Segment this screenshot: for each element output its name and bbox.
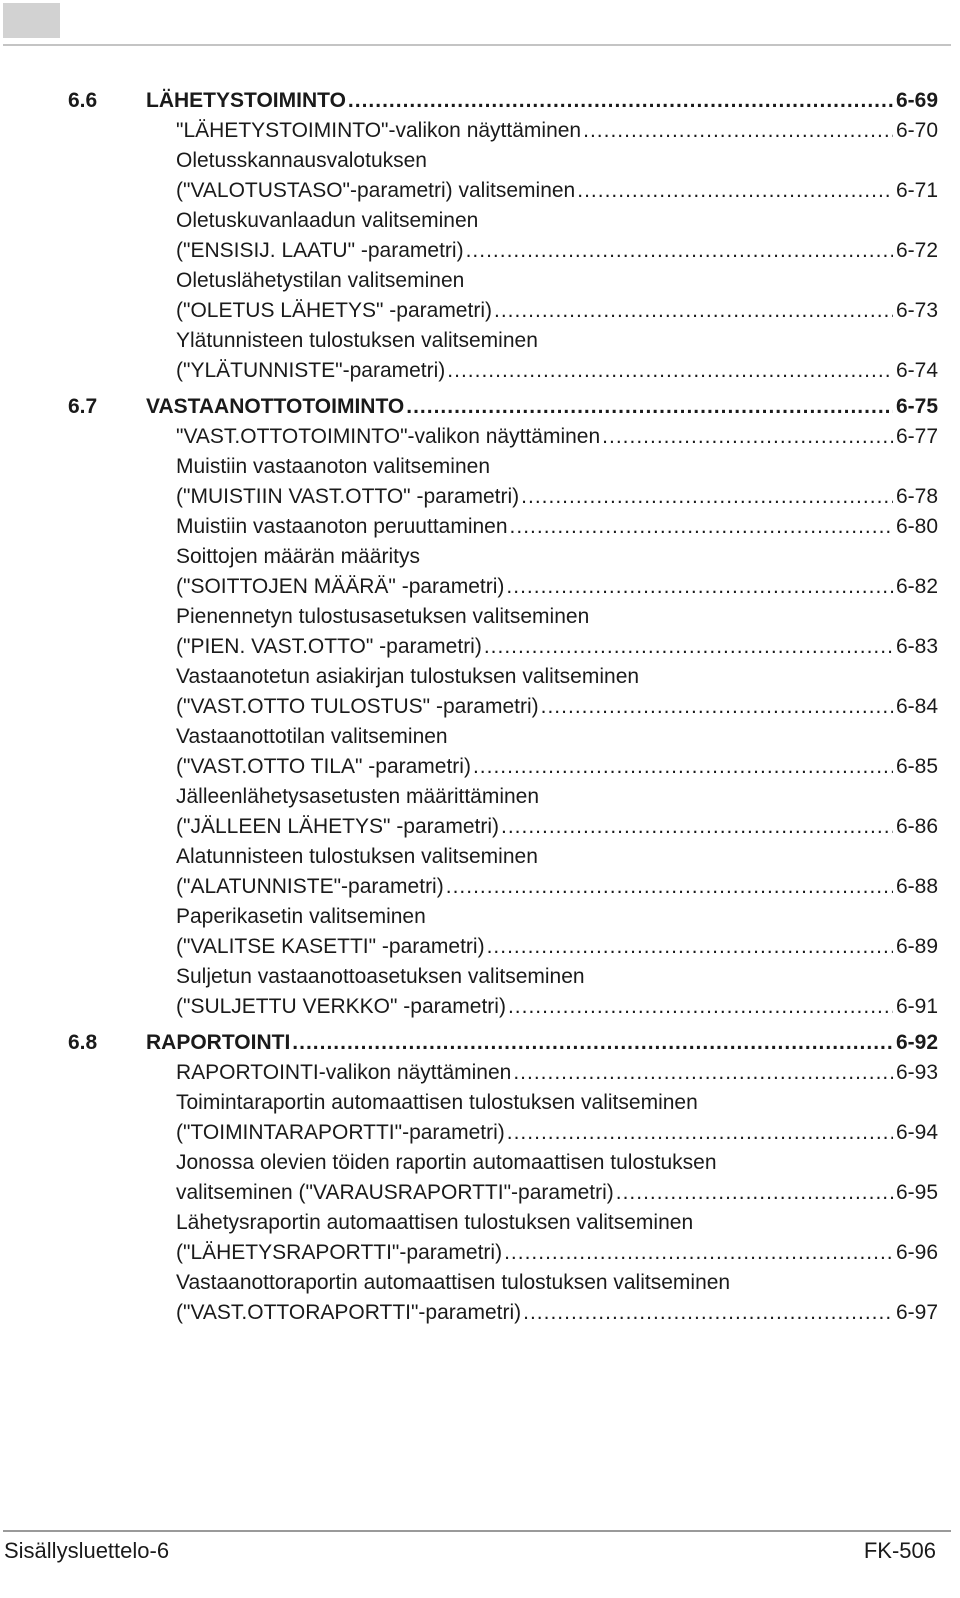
dot-leader (406, 392, 893, 422)
toc-entry[interactable] (176, 422, 938, 452)
page-number: 6-80 (895, 515, 938, 538)
entry-text: valitseminen ("VARAUSRAPORTTI"-parametri) (176, 1181, 614, 1204)
dot-leader (506, 572, 893, 602)
dot-leader (348, 86, 893, 116)
dot-leader (501, 812, 893, 842)
dot-leader (602, 422, 893, 452)
entry-text: Muistiin vastaanoton valitseminen (176, 455, 490, 478)
entry-text: ("JÄLLEEN LÄHETYS" -parametri) (176, 815, 499, 838)
page-number: 6-83 (895, 635, 938, 658)
entry-text: Vastaanottotilan valitseminen (176, 725, 448, 748)
entry-text: Oletuskuvanlaadun valitseminen (176, 209, 479, 232)
page-number: 6-74 (895, 359, 938, 382)
page-number: 6-86 (895, 815, 938, 838)
section-number: 6.6 (68, 89, 98, 112)
dot-leader (473, 752, 893, 782)
toc-entry[interactable] (176, 452, 938, 512)
entry-text: ("VAST.OTTO TILA" -parametri) (176, 755, 471, 778)
entry-text: ("SULJETTU VERKKO" -parametri) (176, 995, 506, 1018)
dot-leader (446, 872, 893, 902)
dot-leader (508, 992, 893, 1022)
section-heading[interactable] (68, 1028, 938, 1058)
page-number: 6-88 (895, 875, 938, 898)
dot-leader (466, 236, 893, 266)
section-title: RAPORTOINTI (146, 1031, 291, 1054)
page-number: 6-82 (895, 575, 938, 598)
dot-leader (507, 1118, 893, 1148)
entry-text: Lähetysraportin automaattisen tulostuksen valitseminen (176, 1211, 694, 1234)
toc-entry[interactable] (176, 512, 938, 542)
page-number: 6-77 (895, 425, 938, 448)
entry-text: ("SOITTOJEN MÄÄRÄ" -parametri) (176, 575, 505, 598)
section-heading[interactable] (68, 392, 938, 422)
entry-text: ("ALATUNNISTE"-parametri) (176, 875, 444, 898)
footer-page-label: Sisällysluettelo-6 (4, 1538, 170, 1563)
dot-leader (504, 1238, 893, 1268)
section-title: LÄHETYSTOIMINTO (146, 89, 346, 112)
entry-text: RAPORTOINTI-valikon näyttäminen (176, 1061, 512, 1084)
entry-text: Jonossa olevien töiden raportin automaattisen tulostuksen (176, 1151, 717, 1174)
dot-leader (487, 932, 893, 962)
dot-leader (510, 512, 893, 542)
dot-leader (513, 1058, 893, 1088)
entry-text: ("PIEN. VAST.OTTO" -parametri) (176, 635, 482, 658)
page-number: 6-94 (895, 1121, 938, 1144)
dot-leader (583, 116, 893, 146)
entry-text: Toimintaraportin automaattisen tulostuksen valitseminen (176, 1091, 698, 1114)
toc-entry[interactable] (176, 662, 938, 722)
section-heading[interactable] (68, 86, 938, 116)
page-number: 6-84 (895, 695, 938, 718)
page-number: 6-92 (895, 1031, 938, 1054)
section-number: 6.7 (68, 395, 98, 418)
table-of-contents (68, 86, 938, 1328)
entry-text: ("TOIMINTARAPORTTI"-parametri) (176, 1121, 505, 1144)
toc-entry[interactable] (176, 902, 938, 962)
entry-text: ("VALOTUSTASO"-parametri) valitseminen (176, 179, 576, 202)
dot-leader (521, 482, 893, 512)
toc-entry[interactable] (176, 206, 938, 266)
entry-text: Pienennetyn tulostusasetuksen valitseminen (176, 605, 590, 628)
page-number: 6-78 (895, 485, 938, 508)
entry-text: ("VALITSE KASETTI" -parametri) (176, 935, 485, 958)
toc-entry[interactable] (176, 1088, 938, 1148)
toc-entry[interactable] (176, 266, 938, 326)
dot-leader (292, 1028, 893, 1058)
entry-text: ("YLÄTUNNISTE"-parametri) (176, 359, 446, 382)
dot-leader (484, 632, 893, 662)
entry-text: ("VAST.OTTORAPORTTI"-parametri) (176, 1301, 522, 1324)
entry-text: ("LÄHETYSRAPORTTI"-parametri) (176, 1241, 503, 1264)
entry-text: Oletusskannausvalotuksen (176, 149, 427, 172)
dot-leader (541, 692, 893, 722)
page-number: 6-91 (895, 995, 938, 1018)
dot-leader (494, 296, 893, 326)
entry-text: Muistiin vastaanoton peruuttaminen (176, 515, 508, 538)
page-number: 6-97 (895, 1301, 938, 1324)
toc-entry[interactable] (176, 962, 938, 1022)
header-tab-block (3, 3, 60, 38)
toc-entry[interactable] (176, 146, 938, 206)
section-number: 6.8 (68, 1031, 98, 1054)
entry-text: Paperikasetin valitseminen (176, 905, 426, 928)
entry-text: Soittojen määrän määritys (176, 545, 420, 568)
entry-text: Oletuslähetystilan valitseminen (176, 269, 465, 292)
entry-text: Alatunnisteen tulostuksen valitseminen (176, 845, 538, 868)
page-number: 6-73 (895, 299, 938, 322)
toc-entry[interactable] (176, 782, 938, 842)
toc-entry[interactable] (176, 1208, 938, 1268)
footer-model-label: FK-506 (863, 1538, 936, 1563)
toc-entry[interactable] (176, 1148, 938, 1208)
entry-text: "LÄHETYSTOIMINTO"-valikon näyttäminen (176, 119, 582, 142)
entry-text: Ylätunnisteen tulostuksen valitseminen (176, 329, 538, 352)
toc-entry[interactable] (176, 1268, 938, 1328)
page-number: 6-72 (895, 239, 938, 262)
entry-text: Suljetun vastaanottoasetuksen valitseminen (176, 965, 585, 988)
page-number: 6-71 (895, 179, 938, 202)
toc-entry[interactable] (176, 842, 938, 902)
toc-entry[interactable] (176, 602, 938, 662)
page-number: 6-93 (895, 1061, 938, 1084)
header-divider (3, 44, 951, 46)
toc-entry[interactable] (176, 326, 938, 386)
entry-text: ("ENSISIJ. LAATU" -parametri) (176, 239, 464, 262)
page-number: 6-95 (895, 1181, 938, 1204)
footer-divider (3, 1530, 951, 1532)
entry-text: Vastaanottoraportin automaattisen tulostuksen valitseminen (176, 1271, 731, 1294)
toc-entry[interactable] (176, 722, 938, 782)
toc-entry[interactable] (176, 1058, 938, 1088)
page-number: 6-69 (895, 89, 938, 112)
page-number: 6-85 (895, 755, 938, 778)
entry-text: Vastaanotetun asiakirjan tulostuksen valitseminen (176, 665, 640, 688)
toc-entry[interactable] (176, 116, 938, 146)
page-number: 6-70 (895, 119, 938, 142)
page-number: 6-89 (895, 935, 938, 958)
entry-text: Jälleenlähetysasetusten määrittäminen (176, 785, 540, 808)
section-title: VASTAANOTTOTOIMINTO (146, 395, 405, 418)
dot-leader (616, 1178, 893, 1208)
dot-leader (523, 1298, 893, 1328)
entry-text: ("MUISTIIN VAST.OTTO" -parametri) (176, 485, 520, 508)
page-number: 6-96 (895, 1241, 938, 1264)
entry-text: ("OLETUS LÄHETYS" -parametri) (176, 299, 492, 322)
page-number: 6-75 (895, 395, 938, 418)
entry-text: "VAST.OTTOTOIMINTO"-valikon näyttäminen (176, 425, 601, 448)
toc-entry[interactable] (176, 542, 938, 602)
dot-leader (447, 356, 893, 386)
dot-leader (577, 176, 893, 206)
entry-text: ("VAST.OTTO TULOSTUS" -parametri) (176, 695, 539, 718)
